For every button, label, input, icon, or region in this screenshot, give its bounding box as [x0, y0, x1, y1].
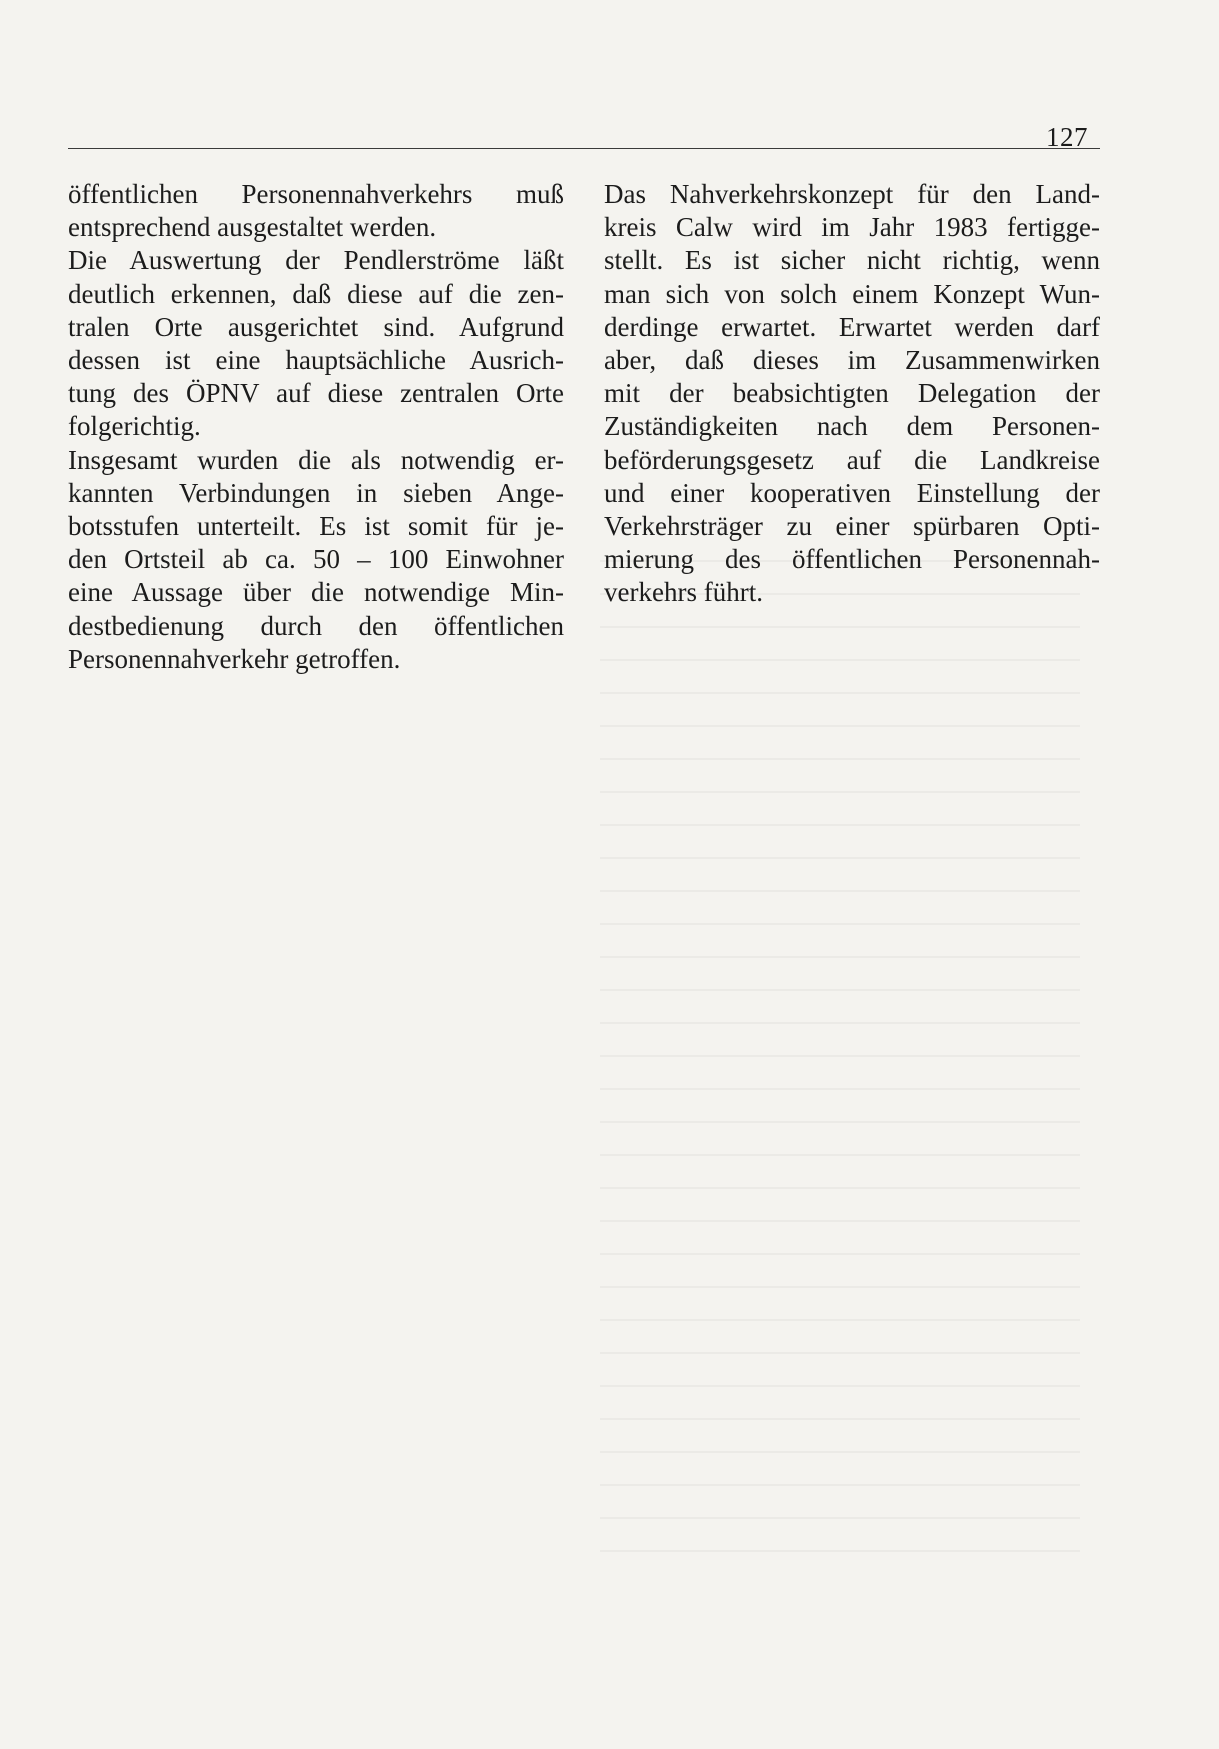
paragraph: [68, 444, 564, 676]
page-number: 127: [1046, 122, 1088, 152]
text-line: beförderungsgesetz auf die Landkreise: [604, 444, 1100, 475]
text-line: botsstufen unterteilt. Es ist somit für je-: [68, 511, 564, 542]
paragraph: [604, 178, 1100, 610]
text-line: deutlich erkennen, daß diese auf die zen-: [68, 278, 564, 309]
text-line: mit der beabsichtigten Delegation der: [604, 378, 1100, 409]
text-line: folgerichtig.: [68, 411, 201, 442]
text-line: Zuständigkeiten nach dem Personen-: [604, 411, 1100, 442]
text-line: Die Auswertung der Pendlerströme läßt: [68, 245, 564, 276]
text-line: kannten Verbindungen in sieben Ange-: [68, 477, 564, 508]
header-rule: [68, 148, 1100, 149]
text-line: tralen Orte ausgerichtet sind. Aufgrund: [68, 311, 564, 342]
text-line: tung des ÖPNV auf diese zentralen Orte: [68, 378, 564, 409]
text-line: man sich von solch einem Konzept Wun-: [604, 278, 1100, 309]
text-line: kreis Calw wird im Jahr 1983 fertigge-: [604, 212, 1100, 243]
text-line: stellt. Es ist sicher nicht richtig, wenn: [604, 245, 1100, 276]
text-line: Insgesamt wurden die als notwendig er-: [68, 444, 564, 475]
text-line: eine Aussage über die notwendige Min-: [68, 577, 564, 608]
text-line: destbedienung durch den öffentlichen: [68, 610, 564, 641]
text-line: entsprechend ausgestaltet werden.: [68, 212, 437, 243]
text-line: den Ortsteil ab ca. 50 – 100 Einwohner: [68, 544, 564, 575]
text-line: aber, daß dieses im Zusammenwirken: [604, 345, 1100, 376]
right-column: [604, 178, 1100, 610]
text-line: dessen ist eine hauptsächliche Ausrich-: [68, 345, 564, 376]
paragraph: [68, 178, 564, 244]
text-line: derdinge erwartet. Erwartet werden darf: [604, 311, 1100, 342]
text-line: öffentlichen Personennahverkehrs muß: [68, 179, 564, 209]
text-line: Verkehrsträger zu einer spürbaren Opti-: [604, 511, 1100, 542]
show-through-texture: [600, 560, 1080, 1560]
text-line: Das Nahverkehrskonzept für den Land-: [604, 179, 1100, 209]
text-line: Personennahverkehr getroffen.: [68, 643, 401, 674]
text-line: und einer kooperativen Einstellung der: [604, 477, 1100, 508]
left-column: [68, 178, 564, 676]
text-line: mierung des öffentlichen Personennah-: [604, 544, 1100, 575]
paragraph: [68, 244, 564, 443]
text-line: verkehrs führt.: [604, 577, 763, 608]
